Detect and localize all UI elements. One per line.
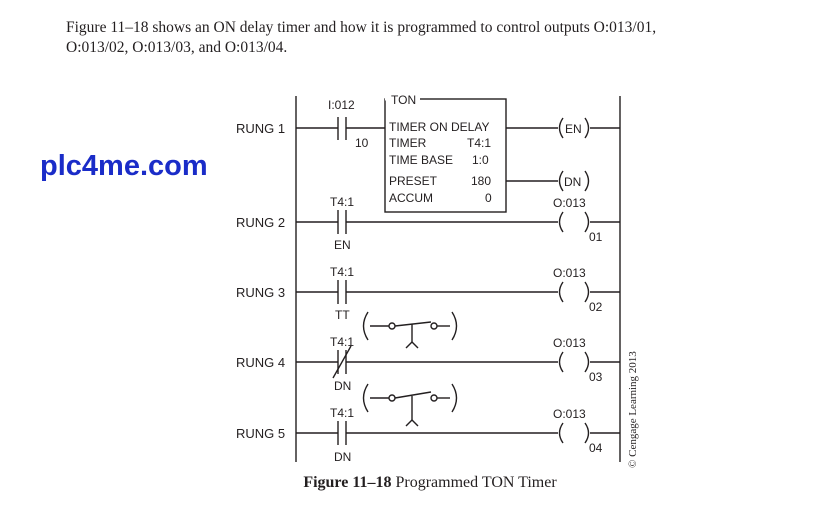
rung1-contact-bit: 10 xyxy=(355,136,369,150)
rung-label-4: RUNG 4 xyxy=(236,355,286,370)
rung-label-2: RUNG 2 xyxy=(236,215,286,230)
timed-contact-symbol-upper xyxy=(364,312,457,348)
rung3-contact-address: T4:1 xyxy=(330,265,355,279)
ton-accum-value: 0 xyxy=(485,191,492,205)
figure-caption xyxy=(0,474,820,492)
rung2-contact-address: T4:1 xyxy=(330,195,355,209)
rung4-contact-address: T4:1 xyxy=(330,335,355,349)
dn-output-label: DN xyxy=(564,175,582,189)
rung2-contact-bit: EN xyxy=(334,238,351,252)
rung1-contact-address: I:012 xyxy=(328,98,355,112)
ton-timebase-label: TIME BASE xyxy=(389,153,454,167)
caption-title: Programmed TON Timer xyxy=(395,474,557,491)
rung3-coil-bit: 02 xyxy=(589,300,603,314)
rung4-coil-address: O:013 xyxy=(553,336,586,350)
ton-timer-label: TIMER xyxy=(389,136,427,150)
rung5-contact-bit: DN xyxy=(334,450,352,464)
rung2-coil-bit: 01 xyxy=(589,230,603,244)
ton-timebase-value: 1:0 xyxy=(472,153,489,167)
watermark: plc4me.com xyxy=(40,150,208,182)
rung5-coil-bit: 04 xyxy=(589,441,603,455)
intro-line-1: Figure 11–18 shows an ON delay timer and how it is programmed to control outputs O:013/01, xyxy=(66,19,657,36)
intro-line-2: O:013/02, O:013/03, and O:013/04. xyxy=(66,39,288,56)
rung3-coil-address: O:013 xyxy=(553,266,586,280)
timed-contact-symbol-lower xyxy=(364,384,457,426)
caption-number: Figure 11–18 xyxy=(303,474,392,491)
en-output-label: EN xyxy=(565,122,582,136)
ton-preset-value: 180 xyxy=(471,174,492,188)
ton-timer-value: T4:1 xyxy=(467,136,492,150)
ton-title: TIMER ON DELAY xyxy=(389,120,490,134)
rung-label-1: RUNG 1 xyxy=(236,121,286,136)
ton-accum-label: ACCUM xyxy=(389,191,433,205)
rung-label-5: RUNG 5 xyxy=(236,426,286,441)
rung4-contact-bit: DN xyxy=(334,379,352,393)
copyright-credit: © Cengage Learning 2013 xyxy=(627,351,639,468)
ton-header: TON xyxy=(391,93,417,107)
ton-preset-label: PRESET xyxy=(389,174,438,188)
rung-label-3: RUNG 3 xyxy=(236,285,286,300)
rung3-contact-bit: TT xyxy=(335,308,350,322)
rung5-coil-address: O:013 xyxy=(553,407,586,421)
rung4-coil-bit: 03 xyxy=(589,370,603,384)
rung5-contact-address: T4:1 xyxy=(330,406,355,420)
rung2-coil-address: O:013 xyxy=(553,196,586,210)
